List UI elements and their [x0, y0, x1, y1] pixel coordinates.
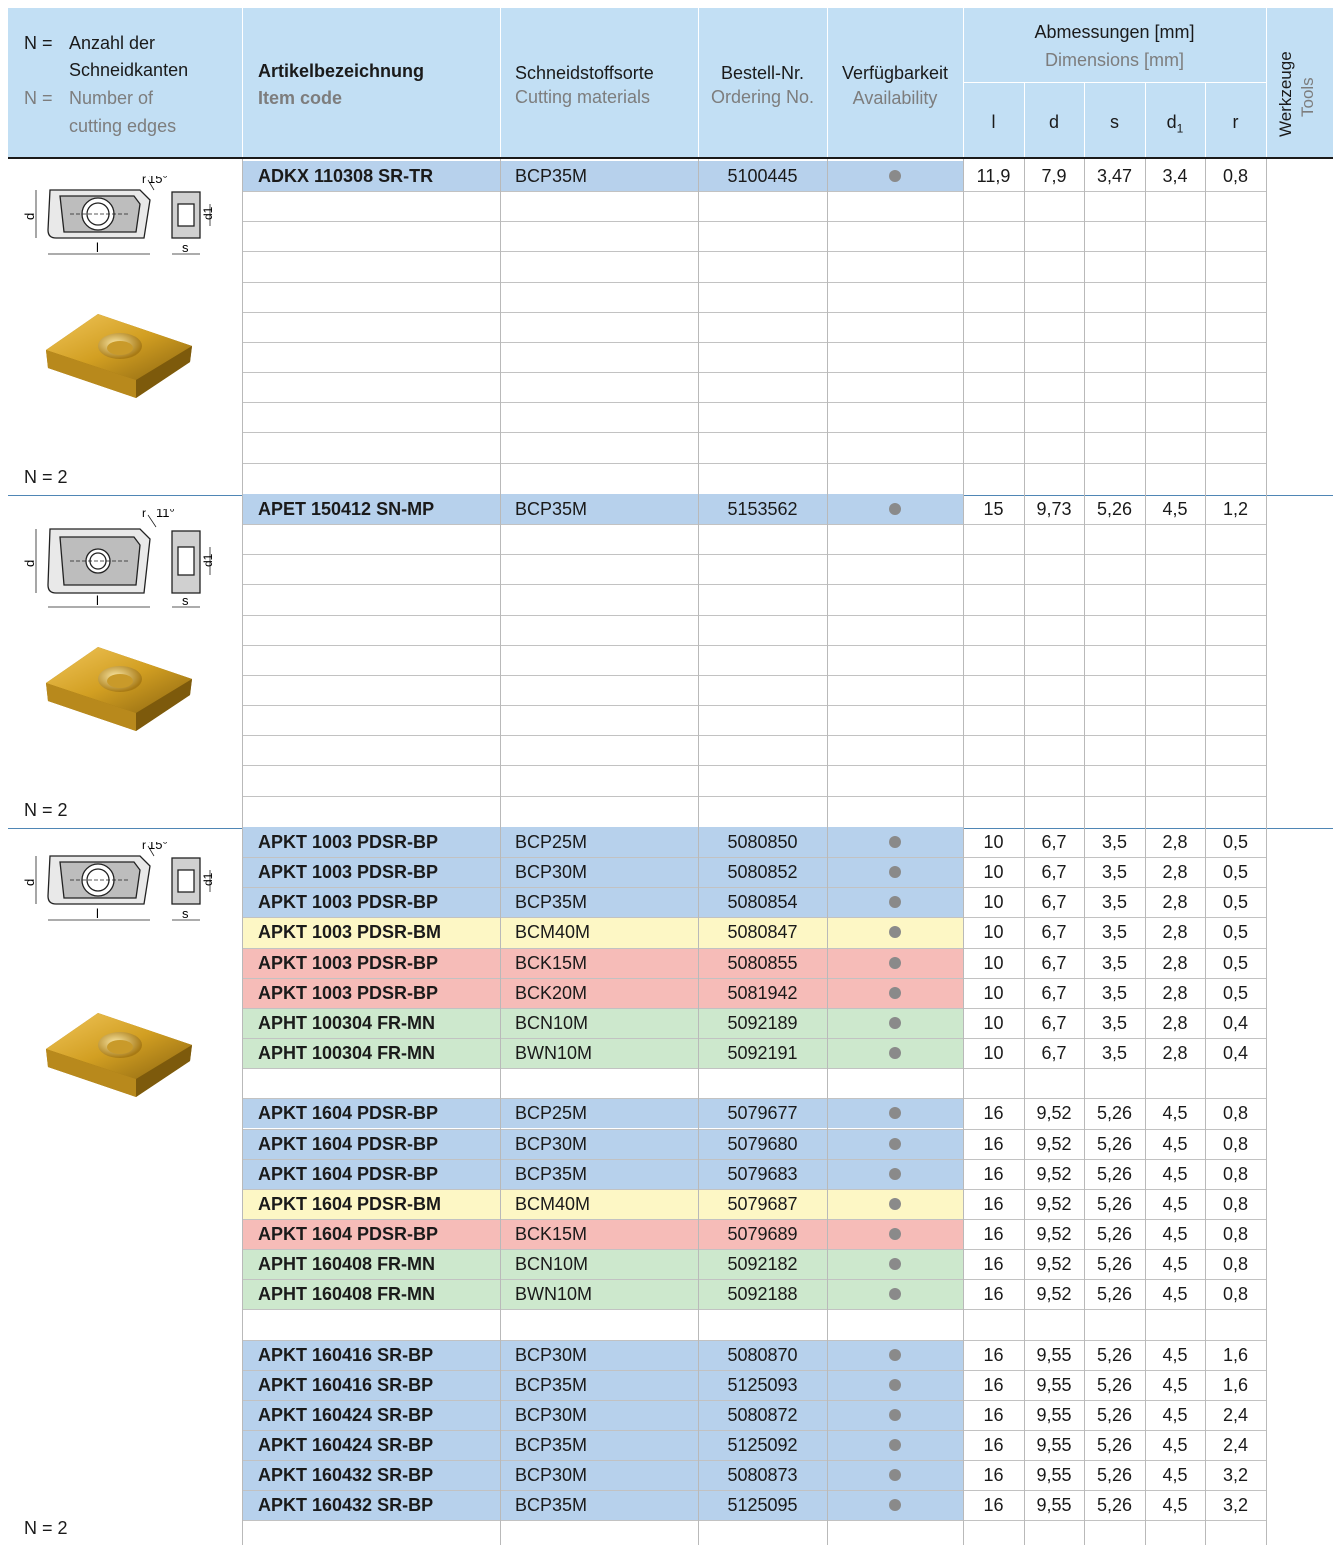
- dimension-s: 3,5: [1101, 862, 1128, 883]
- svg-text:r: r: [142, 176, 146, 186]
- dimension-r: 2,4: [1222, 1435, 1249, 1455]
- grid-line: [243, 432, 1266, 433]
- grid-line: [243, 342, 1266, 343]
- n-en-line2: cutting edges: [69, 116, 177, 136]
- dimension-r: 0,5: [1222, 952, 1249, 973]
- svg-text:r: r: [142, 509, 146, 520]
- dimension-s: 5,26: [1096, 1103, 1133, 1124]
- grid-line: [243, 1068, 1266, 1069]
- grid-line: [243, 463, 1266, 464]
- availability-heading-en: Availability: [852, 88, 938, 108]
- dimension-l: 11,9: [976, 166, 1011, 186]
- availability-heading-de: Verfügbarkeit: [841, 63, 949, 83]
- ordering-number: 5080855: [727, 952, 798, 973]
- grid-line: [243, 735, 1266, 736]
- dimension-s: 5,26: [1096, 1284, 1133, 1305]
- svg-text:r: r: [142, 842, 146, 852]
- dimension-d1: 4,5: [1162, 1344, 1188, 1365]
- dimension-d: 9,55: [1036, 1374, 1072, 1395]
- cutting-material: BCK15M: [515, 952, 588, 973]
- grid-line: [243, 221, 1266, 222]
- dimension-d1: 2,8: [1162, 922, 1188, 943]
- dimension-d: 9,52: [1036, 1133, 1072, 1154]
- availability-dot: [889, 503, 901, 515]
- cutting-material: BCP35M: [515, 166, 588, 186]
- availability-dot: [889, 1409, 901, 1421]
- cutting-edges-label: N = 2: [24, 800, 68, 820]
- insert-technical-drawing: [22, 176, 222, 276]
- dimension-l: 10: [983, 1043, 1004, 1064]
- item-code: APKT 1003 PDSR-BP: [258, 892, 439, 913]
- ordering-number: 5079677: [727, 1103, 798, 1124]
- item-code: APHT 160408 FR-MN: [258, 1284, 436, 1305]
- item-code: APKT 160432 SR-BP: [258, 1465, 434, 1486]
- dim-col-d: d: [1048, 112, 1059, 132]
- cutting-material: BCP35M: [515, 1435, 588, 1455]
- availability-dot: [889, 987, 901, 999]
- grid-line: [963, 492, 964, 827]
- grid-line: [1266, 159, 1267, 494]
- dimension-s: 3,5: [1101, 1043, 1128, 1064]
- item-code: APKT 1003 PDSR-BM: [258, 922, 442, 943]
- dimension-s: 5,26: [1096, 1404, 1133, 1425]
- dimension-l: 16: [983, 1284, 1004, 1305]
- ordering-number: 5092191: [727, 1043, 798, 1064]
- ordering-number: 5079680: [727, 1133, 798, 1154]
- dimension-d: 9,55: [1036, 1465, 1072, 1486]
- grid-line: [243, 584, 1266, 585]
- availability-dot: [889, 1439, 901, 1451]
- dimension-s: 5,26: [1096, 1163, 1133, 1184]
- cutting-material: BCP35M: [515, 892, 588, 913]
- dimension-d: 9,52: [1036, 1223, 1072, 1244]
- cutting-material: BCP35M: [515, 499, 588, 519]
- dimension-s: 5,26: [1096, 1374, 1133, 1395]
- availability-dot: [889, 1138, 901, 1150]
- n-en-line1: Number of: [69, 88, 154, 108]
- svg-text:d: d: [22, 878, 37, 886]
- grid-line: [243, 765, 1266, 766]
- dimension-l: 10: [983, 862, 1004, 883]
- item-code: APKT 1604 PDSR-BP: [258, 1103, 439, 1124]
- svg-text:11°: 11°: [156, 509, 175, 520]
- cutting-material: BCN10M: [515, 1012, 589, 1033]
- grid-line: [242, 159, 243, 494]
- dimension-s: 3,47: [1096, 166, 1133, 186]
- cutting-edges-label: N = 2: [24, 1518, 68, 1538]
- dimension-r: 0,8: [1222, 1223, 1249, 1244]
- cutting-material: BCK20M: [515, 982, 588, 1003]
- dimension-r: 3,2: [1222, 1465, 1249, 1486]
- item-code: APHT 100304 FR-MN: [258, 1012, 436, 1033]
- cutting-material: BCP30M: [515, 1344, 588, 1365]
- dim-col-l: l: [991, 112, 996, 132]
- grid-line: [500, 825, 501, 1545]
- dimension-l: 10: [983, 832, 1004, 852]
- dimension-r: 1,6: [1222, 1374, 1249, 1395]
- cutting-material: BCP25M: [515, 832, 588, 852]
- dimension-d: 9,52: [1036, 1254, 1072, 1275]
- dimension-d1: 2,8: [1162, 832, 1188, 852]
- dimension-d: 6,7: [1041, 1012, 1067, 1033]
- cutting-material: BCP30M: [515, 1404, 588, 1425]
- dim-col-r: r: [1232, 112, 1239, 132]
- dimension-d: 9,73: [1036, 499, 1072, 519]
- grid-line: [1145, 159, 1146, 494]
- availability-dot: [889, 1017, 901, 1029]
- dimension-d1: 4,5: [1162, 1374, 1188, 1395]
- availability-dot: [889, 170, 901, 182]
- grid-line: [243, 554, 1266, 555]
- grid-line: [1205, 492, 1206, 827]
- dimension-r: 0,8: [1222, 1254, 1249, 1275]
- dimension-d1: 4,5: [1162, 1193, 1188, 1214]
- grid-line: [963, 159, 964, 494]
- insert-product-image: [40, 639, 200, 739]
- dimension-r: 0,5: [1222, 832, 1249, 852]
- dimension-s: 5,26: [1096, 1465, 1133, 1486]
- ordering-number: 5153562: [727, 499, 798, 519]
- dimension-l: 10: [983, 922, 1004, 943]
- dimension-s: 5,26: [1096, 1435, 1133, 1455]
- item-code-heading-en: Item code: [258, 88, 343, 108]
- grid-line: [243, 282, 1266, 283]
- dimension-s: 3,5: [1101, 892, 1128, 913]
- grid-line: [1145, 492, 1146, 827]
- item-code: APKT 1604 PDSR-BP: [258, 1163, 439, 1184]
- grid-line: [243, 402, 1266, 403]
- dimension-r: 0,5: [1222, 892, 1249, 913]
- n-de-line2: Schneidkanten: [69, 60, 189, 80]
- cutting-material: BCP30M: [515, 1465, 588, 1486]
- material-heading-de: Schneidstoffsorte: [515, 63, 654, 83]
- dimension-s: 3,5: [1101, 922, 1128, 943]
- cutting-material: BCM40M: [515, 922, 591, 943]
- n-de-prefix: N =: [24, 33, 53, 53]
- item-code: APKT 160424 SR-BP: [258, 1404, 434, 1425]
- item-code: APKT 1003 PDSR-BP: [258, 832, 439, 852]
- dimension-d: 9,55: [1036, 1404, 1072, 1425]
- grid-line: [243, 251, 1266, 252]
- dimension-d1: 4,5: [1162, 1133, 1188, 1154]
- svg-text:l: l: [96, 593, 99, 608]
- n-de-line1: Anzahl der: [69, 33, 156, 53]
- item-code: APKT 160416 SR-BP: [258, 1344, 434, 1365]
- ordering-number: 5079687: [727, 1193, 798, 1214]
- dimension-l: 16: [983, 1103, 1004, 1124]
- item-code: APHT 160408 FR-MN: [258, 1254, 436, 1275]
- svg-text:l: l: [96, 906, 99, 921]
- dimension-d1: 2,8: [1162, 1043, 1188, 1064]
- availability-dot: [889, 836, 901, 848]
- dimension-r: 0,8: [1222, 1193, 1249, 1214]
- dimension-d1: 2,8: [1162, 952, 1188, 973]
- dimension-d: 9,52: [1036, 1163, 1072, 1184]
- dimension-s: 5,26: [1096, 499, 1133, 519]
- dimension-r: 1,6: [1222, 1344, 1249, 1365]
- cutting-material: BCP25M: [515, 1103, 588, 1124]
- grid-line: [827, 825, 828, 1545]
- dimension-r: 0,8: [1222, 166, 1249, 186]
- dimension-l: 16: [983, 1133, 1004, 1154]
- grid-line: [243, 796, 1266, 797]
- grid-line: [1266, 825, 1267, 1545]
- dimension-l: 10: [983, 982, 1004, 1003]
- dimension-s: 5,26: [1096, 1495, 1133, 1516]
- grid-line: [243, 645, 1266, 646]
- dimension-d1: 3,4: [1162, 166, 1188, 186]
- availability-dot: [889, 1047, 901, 1059]
- dimension-l: 16: [983, 1254, 1004, 1275]
- dimension-r: 0,4: [1222, 1012, 1249, 1033]
- dimension-s: 3,5: [1101, 982, 1128, 1003]
- dimension-d: 6,7: [1041, 862, 1067, 883]
- dimension-s: 5,26: [1096, 1344, 1133, 1365]
- ordering-number: 5125093: [727, 1374, 798, 1395]
- insert-technical-drawing: [22, 842, 222, 942]
- dim-col-d1: $d_1$: [1166, 112, 1184, 136]
- insert-technical-drawing: [22, 509, 222, 609]
- ordering-number: 5080850: [727, 832, 798, 852]
- dimension-s: 3,5: [1101, 1012, 1128, 1033]
- svg-text:s: s: [182, 906, 189, 921]
- dimensions-heading-de: Abmessungen [mm]: [1034, 22, 1195, 42]
- svg-text:l: l: [96, 240, 99, 255]
- dimension-d: 6,7: [1041, 832, 1067, 852]
- ordering-number: 5080873: [727, 1465, 798, 1486]
- dimension-s: 5,26: [1096, 1223, 1133, 1244]
- dimension-l: 16: [983, 1404, 1004, 1425]
- dimension-r: 1,2: [1222, 499, 1249, 519]
- cutting-material: BWN10M: [515, 1284, 593, 1305]
- ordering-number: 5080870: [727, 1344, 798, 1365]
- item-code: APKT 160416 SR-BP: [258, 1374, 434, 1395]
- grid-line: [243, 615, 1266, 616]
- dimension-l: 16: [983, 1465, 1004, 1486]
- availability-dot: [889, 1379, 901, 1391]
- dimension-l: 16: [983, 1374, 1004, 1395]
- svg-text:s: s: [182, 593, 189, 608]
- dimension-r: 0,5: [1222, 862, 1249, 883]
- grid-line: [1084, 159, 1085, 494]
- grid-line: [698, 492, 699, 827]
- ordering-number: 5092189: [727, 1012, 798, 1033]
- dimension-d1: 2,8: [1162, 892, 1188, 913]
- grid-line: [698, 159, 699, 494]
- item-code: APKT 1604 PDSR-BP: [258, 1223, 439, 1244]
- dimension-d1: 4,5: [1162, 499, 1188, 519]
- dimension-d1: 4,5: [1162, 1284, 1188, 1305]
- item-code: APKT 160432 SR-BP: [258, 1495, 434, 1516]
- availability-dot: [889, 1198, 901, 1210]
- availability-dot: [889, 1258, 901, 1270]
- insert-product-image: [40, 1005, 200, 1105]
- item-code: ADKX 110308 SR-TR: [258, 166, 434, 186]
- ordering-number: 5125092: [727, 1435, 798, 1455]
- dimension-r: 0,5: [1222, 922, 1249, 943]
- grid-line: [1024, 159, 1025, 494]
- dimension-r: 0,8: [1222, 1284, 1249, 1305]
- svg-text:d: d: [22, 559, 37, 567]
- n-en-prefix: N =: [24, 88, 53, 108]
- grid-line: [1084, 492, 1085, 827]
- ordering-number: 5079683: [727, 1163, 798, 1184]
- dimension-r: 0,4: [1222, 1043, 1249, 1064]
- dimension-d: 9,52: [1036, 1284, 1072, 1305]
- grid-line: [243, 524, 1266, 525]
- dimension-r: 0,8: [1222, 1133, 1249, 1154]
- item-code: APKT 1003 PDSR-BP: [258, 862, 439, 883]
- ordering-number: 5080854: [727, 892, 798, 913]
- dimension-d1: 4,5: [1162, 1495, 1188, 1516]
- grid-line: [242, 825, 243, 1545]
- grid-line: [243, 372, 1266, 373]
- grid-line: [243, 705, 1266, 706]
- dimension-d1: 4,5: [1162, 1404, 1188, 1425]
- dimension-d: 6,7: [1041, 1043, 1067, 1064]
- dimension-l: 10: [983, 1012, 1004, 1033]
- availability-dot: [889, 1168, 901, 1180]
- dimension-d: 7,9: [1041, 166, 1067, 186]
- insert-product-image: [40, 306, 200, 406]
- cutting-material: BCP35M: [515, 1163, 588, 1184]
- availability-dot: [889, 1349, 901, 1361]
- dimension-d1: 2,8: [1162, 982, 1188, 1003]
- dimension-d: 6,7: [1041, 982, 1067, 1003]
- grid-line: [243, 1520, 1266, 1521]
- svg-text:d: d: [22, 212, 37, 220]
- dimension-d: 6,7: [1041, 952, 1067, 973]
- dimension-d: 6,7: [1041, 922, 1067, 943]
- dimension-d1: 4,5: [1162, 1223, 1188, 1244]
- ordering-number: 5125095: [727, 1495, 798, 1516]
- dimension-s: 5,26: [1096, 1254, 1133, 1275]
- ordering-number: 5080847: [727, 922, 798, 943]
- dimension-d1: 4,5: [1162, 1465, 1188, 1486]
- cutting-material: BCM40M: [515, 1193, 591, 1214]
- dimension-l: 10: [983, 952, 1004, 973]
- cutting-edges-label: N = 2: [24, 467, 68, 487]
- dimension-r: 2,4: [1222, 1404, 1249, 1425]
- dimension-d: 9,52: [1036, 1103, 1072, 1124]
- item-code: APKT 1003 PDSR-BP: [258, 952, 439, 973]
- dimension-d: 9,55: [1036, 1435, 1072, 1455]
- tools-heading-de: Werkzeuge: [1276, 51, 1295, 137]
- grid-line: [500, 159, 501, 494]
- dimension-l: 16: [983, 1344, 1004, 1365]
- item-code: APKT 1604 PDSR-BP: [258, 1133, 439, 1154]
- grid-line: [827, 492, 828, 827]
- dimension-s: 3,5: [1101, 952, 1128, 973]
- svg-text:d1: d1: [201, 553, 215, 567]
- grid-line: [243, 1309, 1266, 1310]
- svg-text:15°: 15°: [148, 842, 168, 852]
- dimension-d1: 2,8: [1162, 1012, 1188, 1033]
- grid-line: [242, 492, 243, 827]
- dimension-l: 16: [983, 1495, 1004, 1516]
- ordering-number: 5080872: [727, 1404, 798, 1425]
- availability-dot: [889, 1228, 901, 1240]
- cutting-material: BCN10M: [515, 1254, 589, 1275]
- ordering-number: 5092182: [727, 1254, 798, 1275]
- grid-line: [500, 492, 501, 827]
- svg-text:d1: d1: [201, 872, 215, 886]
- grid-line: [1024, 492, 1025, 827]
- tools-heading-en: Tools: [1298, 77, 1317, 117]
- grid-line: [243, 675, 1266, 676]
- grid-line: [827, 159, 828, 494]
- availability-dot: [889, 957, 901, 969]
- grid-line: [243, 191, 1266, 192]
- dim-col-s: s: [1110, 112, 1119, 132]
- dimension-s: 3,5: [1101, 832, 1128, 852]
- grid-line: [243, 312, 1266, 313]
- order-heading-en: Ordering No.: [710, 87, 815, 107]
- dimension-r: 0,8: [1222, 1163, 1249, 1184]
- dimension-l: 15: [983, 499, 1004, 519]
- cutting-material: BCP35M: [515, 1374, 588, 1395]
- dimension-r: 3,2: [1222, 1495, 1249, 1516]
- cutting-material: BCP35M: [515, 1495, 588, 1516]
- svg-text:15°: 15°: [148, 176, 168, 186]
- dimension-d1: 2,8: [1162, 862, 1188, 883]
- ordering-number: 5100445: [727, 166, 798, 186]
- cutting-material: BCP30M: [515, 862, 588, 883]
- dimension-d: 6,7: [1041, 892, 1067, 913]
- ordering-number: 5079689: [727, 1223, 798, 1244]
- dimension-r: 0,8: [1222, 1103, 1249, 1124]
- dimension-d1: 4,5: [1162, 1435, 1188, 1455]
- dimension-d: 9,55: [1036, 1344, 1072, 1365]
- grid-line: [1266, 492, 1267, 827]
- dimension-l: 16: [983, 1435, 1004, 1455]
- ordering-number: 5092188: [727, 1284, 798, 1305]
- dimension-l: 16: [983, 1163, 1004, 1184]
- dimension-s: 5,26: [1096, 1133, 1133, 1154]
- ordering-number: 5081942: [727, 982, 798, 1003]
- svg-text:s: s: [182, 240, 189, 255]
- item-code: APET 150412 SN-MP: [258, 499, 435, 519]
- dimension-d: 9,52: [1036, 1193, 1072, 1214]
- dimension-s: 5,26: [1096, 1193, 1133, 1214]
- cutting-material: BCK15M: [515, 1223, 588, 1244]
- item-code: APKT 1604 PDSR-BM: [258, 1193, 442, 1214]
- dimension-d: 9,55: [1036, 1495, 1072, 1516]
- dimension-l: 16: [983, 1193, 1004, 1214]
- cutting-material: BCP30M: [515, 1133, 588, 1154]
- material-heading-en: Cutting materials: [515, 87, 651, 107]
- dimension-d1: 4,5: [1162, 1163, 1188, 1184]
- item-code-heading-de: Artikelbezeichnung: [258, 61, 425, 81]
- dimension-d1: 4,5: [1162, 1254, 1188, 1275]
- ordering-number: 5080852: [727, 862, 798, 883]
- dimensions-heading-en: Dimensions [mm]: [1044, 50, 1185, 70]
- item-code: APKT 1003 PDSR-BP: [258, 982, 439, 1003]
- item-code: APKT 160424 SR-BP: [258, 1435, 434, 1455]
- dimension-l: 10: [983, 892, 1004, 913]
- cutting-material: BWN10M: [515, 1043, 593, 1064]
- dimension-r: 0,5: [1222, 982, 1249, 1003]
- item-code: APHT 100304 FR-MN: [258, 1043, 436, 1064]
- grid-line: [1205, 159, 1206, 494]
- order-heading-de: Bestell-Nr.: [720, 63, 805, 83]
- dimension-l: 16: [983, 1223, 1004, 1244]
- svg-text:d1: d1: [201, 206, 215, 220]
- dimension-d1: 4,5: [1162, 1103, 1188, 1124]
